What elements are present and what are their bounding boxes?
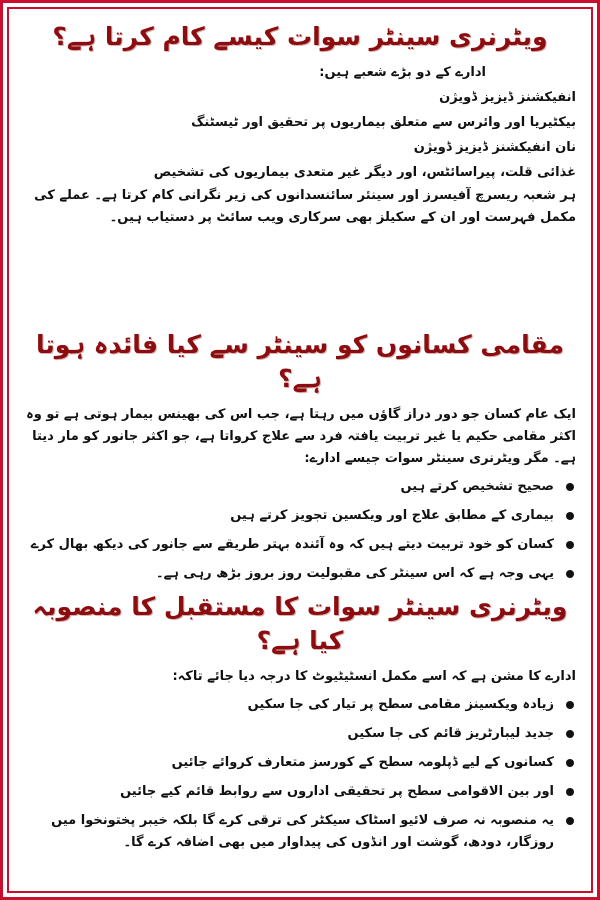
section-farmer-benefits xyxy=(24,328,576,592)
bullet-icon xyxy=(566,701,574,709)
list-item: یہی وجہ ہے کہ اس سینٹر کی مقبولیت روز بروز بڑھ رہی ہے۔ xyxy=(24,563,576,585)
bullet-icon xyxy=(566,541,574,549)
bullet-icon xyxy=(566,788,574,796)
section-how-it-works xyxy=(24,20,576,229)
bullet-icon xyxy=(566,817,574,825)
bullet-icon xyxy=(566,730,574,738)
farmer-paragraph: ایک عام کسان جو دور دراز گاؤں میں رہتا ہے، جب اس کی بھینس بیمار ہوتی ہے تو وہ اکثر مقامی حکیم یا غیر تربیت یافتہ فرد سے علاج کرواتا ہے، جو اکثر جانور کو مار دیتا ہے۔ مگر ویٹرنری سینٹر سوات جیسے ادارے: xyxy=(26,407,576,466)
future-plan-list xyxy=(24,694,576,854)
intro-line: ادارے کے دو بڑے شعبے ہیں: xyxy=(319,65,486,80)
division-noninfectious-desc: غذائی قلت، پیراسائٹس، اور دیگر غیر متعدی بیماریوں کی تشخیص xyxy=(153,165,576,180)
list-item: جدید لیبارٹریز قائم کی جا سکیں xyxy=(24,723,576,745)
list-item: بیماری کے مطابق علاج اور ویکسین تجویز کرتے ہیں xyxy=(24,505,576,527)
bullet-icon xyxy=(566,512,574,520)
list-item: زیادہ ویکسینز مقامی سطح پر تیار کی جا سکیں xyxy=(24,694,576,716)
benefits-list xyxy=(24,476,576,585)
list-item: اور بین الاقوامی سطح پر تحقیقی اداروں سے روابط قائم کیے جائیں xyxy=(24,781,576,803)
division-infectious: انفیکشنز ڈیزیز ڈویژن xyxy=(439,90,576,105)
heading-farmer-benefits: مقامی کسانوں کو سینٹر سے کیا فائدہ ہوتا ہے؟ xyxy=(36,330,564,393)
future-intro: ادارے کا مشن ہے کہ اسے مکمل انسٹیٹیوٹ کا درجہ دیا جائے تاکہ: xyxy=(172,669,576,684)
list-item: صحیح تشخیص کرتے ہیں xyxy=(24,476,576,498)
list-item: کسان کو خود تربیت دیتے ہیں کہ وہ آئندہ بہتر طریقے سے جانور کی دیکھ بھال کرے xyxy=(24,534,576,556)
list-item: کسانوں کے لیے ڈپلومہ سطح کے کورسز متعارف کروائے جائیں xyxy=(24,752,576,774)
bullet-icon xyxy=(566,570,574,578)
bullet-icon xyxy=(566,483,574,491)
division-noninfectious: نان انفیکشنز ڈیزیز ڈویژن xyxy=(413,140,576,155)
list-item: یہ منصوبہ نہ صرف لائیو اسٹاک سیکٹر کی ترقی کرے گا بلکہ خیبر پختونخوا میں روزگار، دودھ، گوشت اور انڈوں کی پیداوار میں بھی اضافہ کرے گا۔ xyxy=(24,810,576,854)
bullet-icon xyxy=(566,759,574,767)
division-infectious-desc: بیکٹیریا اور وائرس سے متعلق بیماریوں پر تحقیق اور ٹیسٹنگ xyxy=(191,115,576,130)
heading-how-it-works: ویٹرنری سینٹر سوات کیسے کام کرتا ہے؟ xyxy=(52,22,548,51)
section-future-plan xyxy=(24,590,576,861)
staff-paragraph: ہر شعبہ ریسرچ آفیسرز اور سینئر سائنسدانوں کی زیر نگرانی کام کرتا ہے۔ عملے کی مکمل فہرست اور ان کے سکیلز بھی سرکاری ویب سائٹ پر دستیاب ہیں۔ xyxy=(34,188,576,225)
heading-future-plan: ویٹرنری سینٹر سوات کا مستقبل کا منصوبہ کیا ہے؟ xyxy=(32,592,568,655)
